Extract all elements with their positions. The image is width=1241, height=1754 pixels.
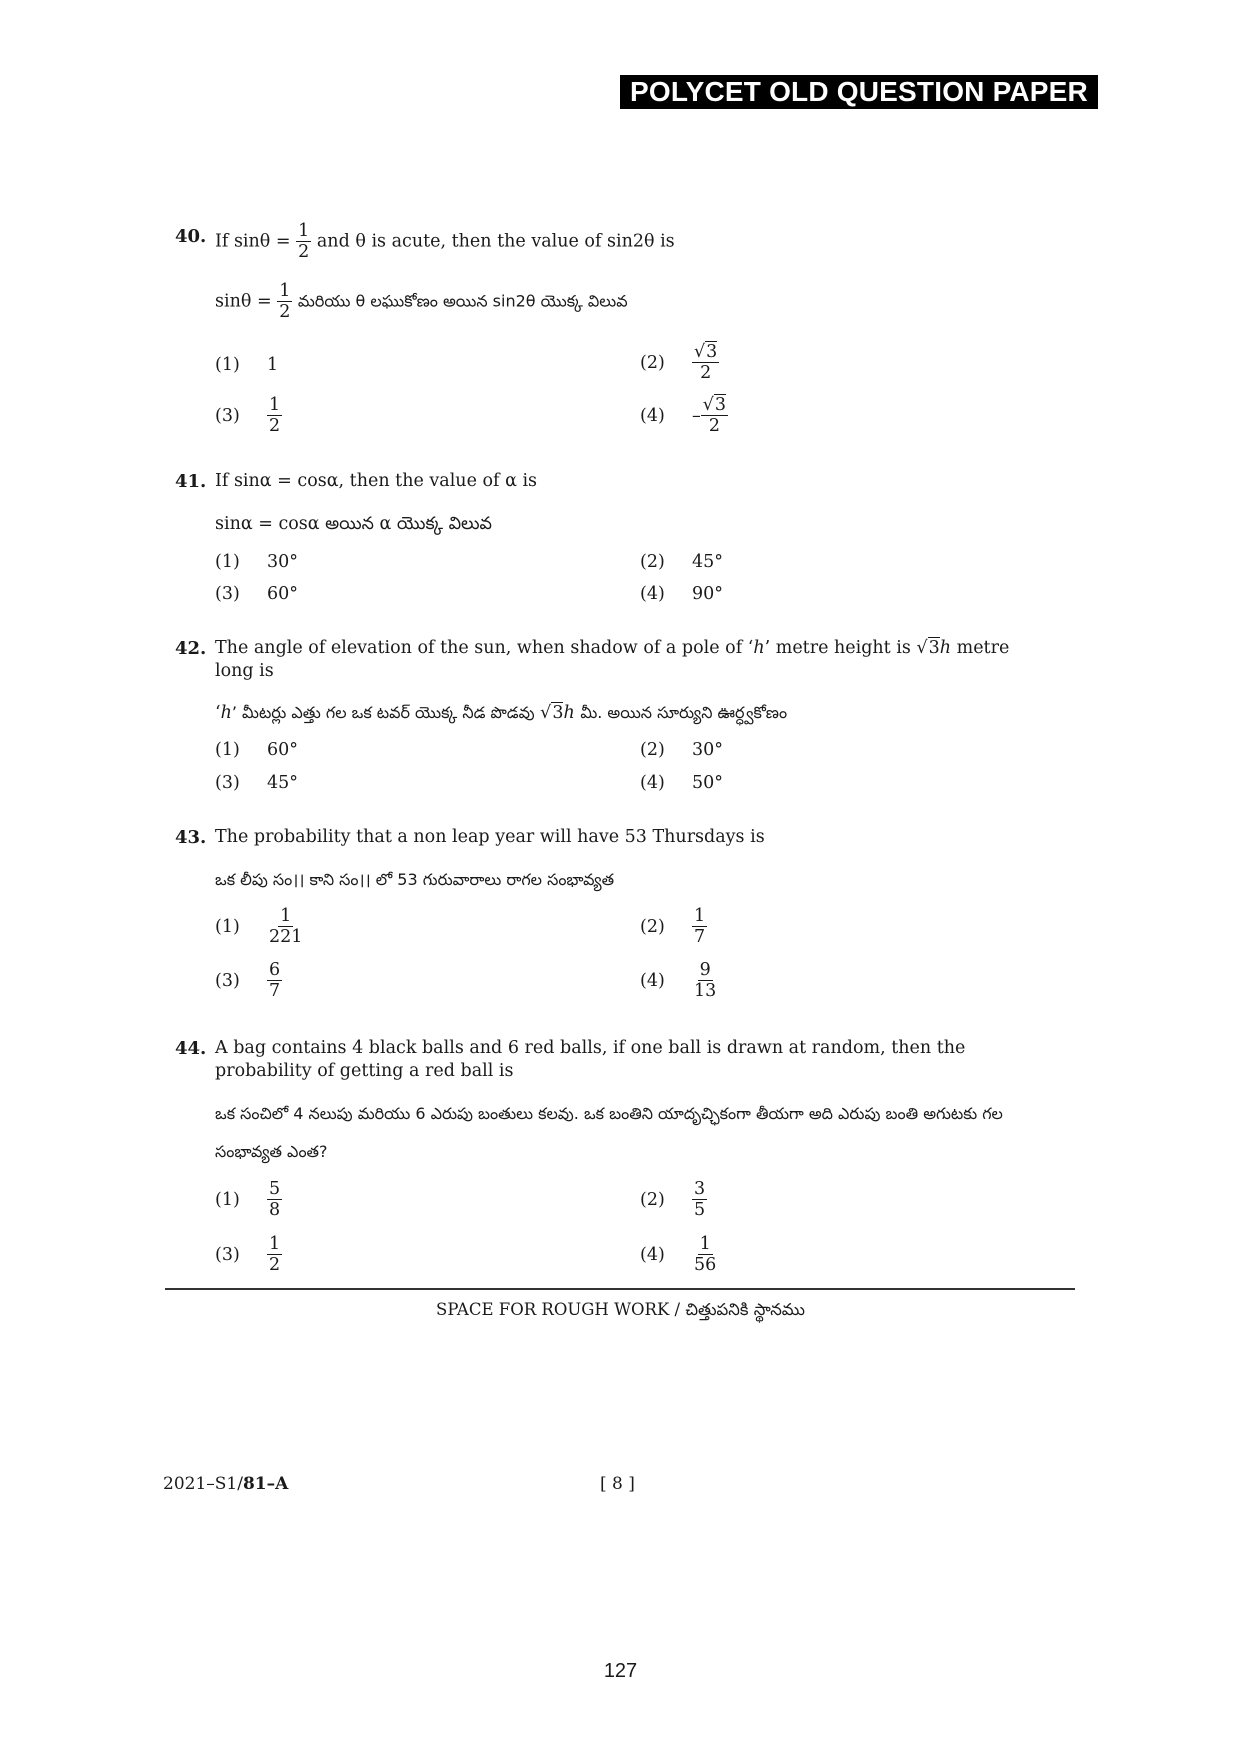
fraction-numerator: 9 [699,960,711,980]
option-3[interactable] [215,961,282,1001]
question-41 [175,470,1075,493]
question-text-en: If sinα = cosα, then the value of α is [215,471,538,491]
option-label: (3) [215,773,240,793]
option-label: (2) [640,916,665,937]
fraction [267,1180,282,1220]
option-value: 1 [267,355,279,375]
question-number: 40. [175,226,207,247]
fraction-denominator: 2 [700,363,712,384]
question-text-part: ‘ [215,703,221,723]
question-44 [175,1037,1075,1083]
question-text-line: A bag contains 4 black balls and 6 red balls, if one ball is drawn at random, then the [215,1038,966,1058]
fraction-numerator: 1 [269,1234,281,1254]
variable-h: h [563,703,575,723]
option-value: 60° [267,740,299,760]
question-40 [175,222,1075,262]
option-value: 90° [692,584,724,604]
question-text-en: The probability that a non leap year will have 53 Thursdays is [215,827,765,847]
fraction-denominator: 7 [269,981,281,1002]
question-text-te: sinα = cosα అయిన α యొక్క విలువ [215,514,492,534]
option-3[interactable] [215,396,282,436]
fraction [701,396,728,436]
option-1[interactable] [215,355,278,375]
sqrt: √3 [916,638,940,658]
option-value: 50° [692,773,724,793]
question-number: 44. [175,1038,207,1059]
option-2[interactable] [640,740,723,760]
fraction [296,222,311,262]
sqrt: √3 [702,395,727,415]
fraction-numerator: 6 [269,960,281,980]
question-43 [175,826,1075,849]
option-3[interactable] [215,773,298,793]
question-text-te-line1: ఒక సంచిలో 4 నలుపు మరియు 6 ఎరుపు బంతులు కలవు. ఒక బంతిని యాదృచ్ఛికంగా తీయగా అది ఎరుపు బంతి అగుటకు గల [215,1104,1003,1123]
option-label: (2) [640,1189,665,1210]
question-text-part: మీ. అయిన సూర్యుని ఊర్ధ్వకోణం [580,703,788,722]
fraction-numerator: 3 [694,1179,706,1199]
fraction-numerator [701,396,728,416]
option-label: (2) [640,552,665,572]
page-number: 127 [603,1660,638,1682]
rough-work-label: SPACE FOR ROUGH WORK / చిత్తుపనికి స్థానము [436,1300,805,1319]
question-text-part: The angle of elevation of the sun, when shadow of a pole of ‘ [215,638,754,658]
question-text-part: If sinθ = [215,231,291,252]
fraction-denominator: 5 [694,1200,706,1221]
question-text-te [215,703,1075,726]
paper-code-set: 81–A [242,1474,289,1494]
sqrt: √3 [694,342,718,362]
fraction [277,282,292,322]
fraction [692,961,718,1001]
option-value: 45° [267,773,299,793]
question-text-te [215,282,1075,322]
fraction-numerator [692,343,719,363]
fraction-numerator: 5 [269,1179,281,1199]
option-label: (4) [640,970,665,991]
fraction [692,343,719,383]
option-label: (1) [215,916,240,937]
sqrt: √3 [540,703,564,723]
option-3[interactable] [215,584,298,604]
fraction-denominator: 2 [708,416,720,437]
fraction-denominator: 2 [298,242,310,263]
option-label: (3) [215,584,240,604]
question-text-en [215,1037,1075,1083]
fraction-numerator: 1 [694,906,706,926]
option-2[interactable] [640,907,707,947]
paper-code-prefix: 2021–S1/ [163,1474,243,1494]
variable-h: h [939,638,952,658]
fraction-denominator: 221 [269,927,303,948]
sqrt-radicand: 3 [714,395,727,415]
option-value: 30° [267,552,299,572]
option-label: (4) [640,1244,665,1265]
question-text-en [215,637,1075,683]
paper-code [163,1474,288,1494]
option-label: (1) [215,740,240,760]
option-1[interactable] [215,740,298,760]
option-4[interactable] [640,773,723,793]
option-label: (1) [215,1189,240,1210]
question-42 [175,637,1075,683]
option-label: (4) [640,584,665,604]
option-value: 60° [267,584,299,604]
question-text-te-line2: సంభావ్యత ఎంత? [215,1142,328,1161]
question-text-part: sinθ = [215,291,272,312]
question-number: 42. [175,638,207,659]
fraction-denominator: 56 [694,1255,717,1276]
header-banner: POLYCET OLD QUESTION PAPER [620,75,1098,109]
fraction-numerator: 1 [298,221,310,241]
option-label: (4) [640,773,665,793]
sqrt-radicand: 3 [552,703,564,723]
fraction-denominator: 2 [279,302,291,323]
option-label: (3) [215,970,240,991]
option-4[interactable] [640,1235,718,1275]
question-text-line: probability of getting a red ball is [215,1061,514,1081]
option-1[interactable] [215,1180,282,1220]
question-text-part: మరియు θ లఘుకోణం అయిన sin2θ యొక్క విలువ [297,291,628,311]
option-label: (3) [215,1244,240,1265]
fraction-numerator: 1 [279,281,291,301]
fraction [692,907,707,947]
question-text-part: and θ is acute, then the value of sin2θ is [316,231,675,252]
question-number: 41. [175,471,207,492]
fraction-numerator: 1 [699,1234,711,1254]
fraction-numerator: 1 [280,906,292,926]
question-text-part: ’ metre height is [764,638,911,658]
sqrt-radicand: 3 [706,342,718,362]
divider [165,1288,1075,1290]
fraction [267,1235,282,1275]
fraction-denominator: 2 [269,1255,281,1276]
fraction-denominator: 2 [269,416,281,437]
question-text-part: ’ మీటర్లు ఎత్తు గల ఒక టవర్ యొక్క నీడ పొడవు [231,703,535,722]
option-2[interactable] [640,343,719,383]
variable-h: h [220,703,232,723]
option-1[interactable] [215,552,298,572]
option-4[interactable] [640,961,718,1001]
option-label: (4) [640,405,665,426]
option-label: (3) [215,405,240,426]
sqrt-radicand: 3 [928,638,940,658]
question-text-te: ఒక లీపు సం।। కాని సం।। లో 53 గురువారాలు రాగల సంభావ్యత [215,870,615,889]
option-label: (2) [640,352,665,373]
option-3[interactable] [215,1235,282,1275]
question-number: 43. [175,827,207,848]
option-4[interactable] [640,396,728,436]
option-label: (1) [215,355,240,375]
question-text-en [215,222,1075,262]
fraction [267,907,304,947]
option-2[interactable] [640,552,723,572]
page-marker: [ 8 ] [600,1474,635,1494]
option-value: 30° [692,740,724,760]
minus-sign: – [692,405,701,426]
option-4[interactable] [640,584,723,604]
fraction-denominator: 13 [694,981,717,1002]
option-2[interactable] [640,1180,707,1220]
option-label: (1) [215,552,240,572]
fraction-denominator: 8 [269,1200,281,1221]
fraction-denominator: 7 [694,927,706,948]
fraction [692,1180,707,1220]
fraction-numerator: 1 [269,395,281,415]
question-text-part: metre [956,638,1010,658]
fraction [267,961,282,1001]
fraction [267,396,282,436]
variable-h: h [753,638,765,658]
option-1[interactable] [215,907,304,947]
question-text-part: long is [215,661,274,681]
fraction [692,1235,718,1275]
option-label: (2) [640,740,665,760]
option-value: 45° [692,552,724,572]
